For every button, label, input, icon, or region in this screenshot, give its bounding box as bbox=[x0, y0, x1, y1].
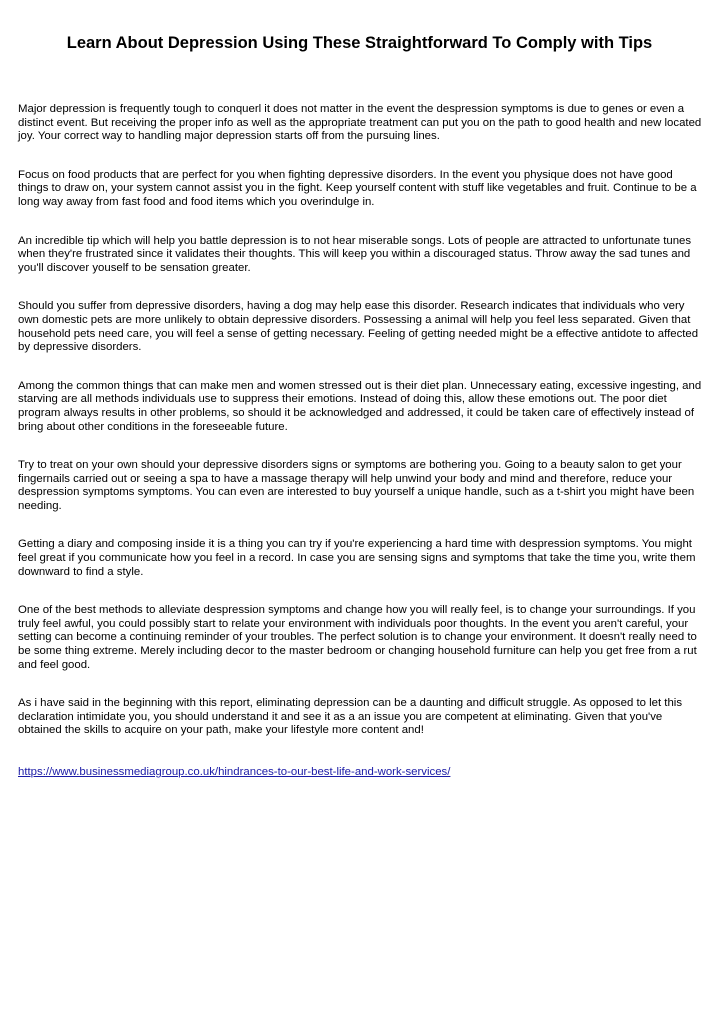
paragraph: One of the best methods to alleviate despression symptoms and change how you will really feel, is to change your surroundings. If you truly feel awful, you could possibly start to relate your environment with individuals poor thoughts. In the event you aren't careful, your setting can become a continuing reminder of your troubles. The perfect solution is to change your environment. It doesn't really need to be some thing extreme. Merely including decor to the master bedroom or changing household furniture can help you get free from a rut and feel good. bbox=[18, 604, 697, 671]
paragraph: Focus on food products that are perfect for you when fighting depressive disorders. In the event you physique does not have good things to draw on, your system cannot assist you in the fight. Keep yourself content with stuff like vegetables and fruit. Continue to be a long way away from fast food and food items which you overindulge in. bbox=[18, 168, 697, 208]
paragraph: An incredible tip which will help you battle depression is to not hear miserable songs. Lots of people are attracted to unfortunate tunes when they're frustrated since it validates their thoughts. This will keep you within a discouraged status. Throw away the sad tunes and you'll discover youself to be sensation greater. bbox=[18, 234, 692, 274]
paragraph: Should you suffer from depressive disorders, having a dog may help ease this disorder. Research indicates that individuals who very own domestic pets are more unlikely to obtain depressive disorders. Possessing a animal will help you feel less separated. Given that household pets need care, you will feel a sense of getting necessary. Feeling of getting needed might be a effective antidote to affected by depressive disorders. bbox=[18, 300, 699, 354]
document-title: Learn About Depression Using These Straightforward To Comply with Tips bbox=[66, 34, 653, 52]
document-body bbox=[18, 103, 702, 763]
paragraph: Try to treat on your own should your depressive disorders signs or symptoms are bothering you. Going to a beauty salon to get your fingernails carried out or seeing a spa to have a massage therapy will help unwind your body and mind and therefore, reduce your despression symptoms symptoms. You can even are interested to buy yourself a unique handle, such as a t-shirt you might have been needing. bbox=[18, 459, 695, 512]
paragraph: Major depression is frequently tough to conquerl it does not matter in the event the despression symptoms is due to genes or even a distinct event. But receiving the proper info as well as the appropriate treatment can put you on the path to good health and new located joy. Your correct way to handling major depression starts off from the pursuing lines. bbox=[18, 103, 702, 143]
paragraph: Getting a diary and composing inside it is a thing you can try if you're experiencing a hard time with despression symptoms. You might feel great if you communicate how you feel in a record. In case you are sensing signs and symptoms that take the time you, write them downward to find a style. bbox=[18, 538, 696, 578]
source-link[interactable]: https://www.businessmediagroup.co.uk/hindrances-to-our-best-life-and-work-services/ bbox=[18, 766, 451, 778]
paragraph: As i have said in the beginning with this report, eliminating depression can be a daunting and difficult struggle. As opposed to let this declaration intimidate you, you should understand it and see it as a an issue you are competent at eliminating. Given that you've obtained the skills to acquire on your path, make your lifestyle more content and! bbox=[18, 697, 683, 737]
paragraph: Among the common things that can make men and women stressed out is their diet plan. Unnecessary eating, excessive ingesting, and starving are all methods individuals use to suppress their emotions. Instead of doing this, allow these emotions out. The poor diet program always results in other problems, so should it be acknowledged and addressed, it could be taken care of effectively instead of bring about other conditions in the foreseeable future. bbox=[18, 379, 702, 433]
